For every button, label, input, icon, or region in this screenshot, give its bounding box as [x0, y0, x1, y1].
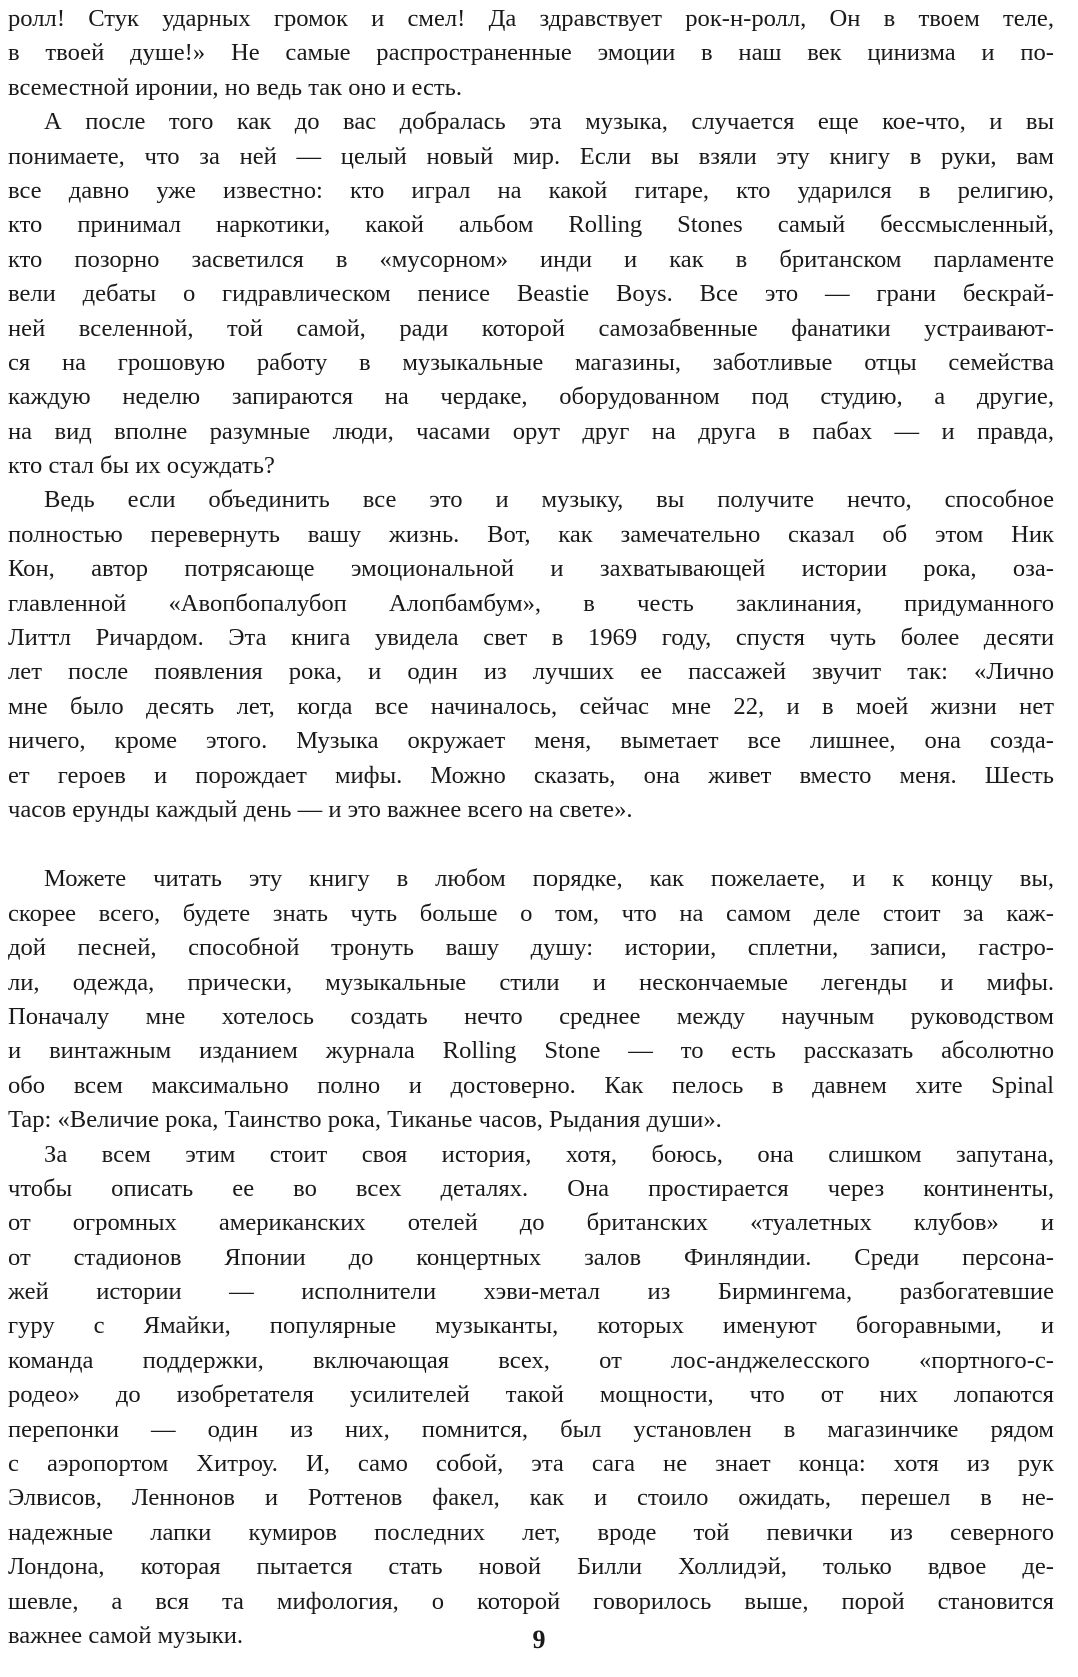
text-line: шевле, а вся та мифология, о которой говорилось выше, порой становится — [8, 1587, 1054, 1615]
paragraph — [8, 1138, 1054, 1654]
paragraph — [8, 862, 1054, 1137]
text-line: часов ерунды каждый день — и это важнее всего на свете». — [8, 795, 633, 823]
page-number: 9 — [532, 1625, 546, 1654]
text-line: ли, одежда, прически, музыкальные стили и нескончаемые легенды и мифы. — [8, 968, 1054, 996]
text-line: обо всем максимально полно и достоверно. Как пелось в давнем хите Spinal — [8, 1071, 1054, 1099]
text-line: всеместной иронии, но ведь так оно и есть. — [8, 73, 463, 101]
text-line: кто позорно засветился в «мусорном» инди и как в британском парламенте — [8, 245, 1054, 273]
text-line: в твоей душе!» Не самые распространенные эмоции в наш век цинизма и по- — [8, 39, 1054, 67]
text-line: ет героев и порождает мифы. Можно сказать, она живет вместо меня. Шесть — [8, 761, 1054, 789]
text-line: кто принимал наркотики, какой альбом Rolling Stones самый бессмысленный, — [8, 211, 1054, 239]
text-line: кто стал бы их осуждать? — [8, 452, 275, 480]
paragraph — [8, 2, 1054, 105]
section-gap — [8, 827, 1054, 862]
text-line: ничего, кроме этого. Музыка окружает меня, выметает все лишнее, она созда- — [8, 727, 1054, 755]
text-line: полностью перевернуть вашу жизнь. Вот, как замечательно сказал об этом Ник — [8, 520, 1054, 548]
text-line: Элвисов, Леннонов и Роттенов факел, как и стоило ожидать, перешел в не- — [8, 1484, 1054, 1512]
text-line: ней вселенной, той самой, ради которой самозабвенные фанатики устраивают- — [8, 314, 1054, 342]
text-line: каждую неделю запираются на чердаке, оборудованном под студию, а другие, — [8, 383, 1054, 411]
text-line: дой песней, способной тронуть вашу душу: истории, сплетни, записи, гастро- — [8, 934, 1054, 962]
text-line: надежные лапки кумиров последних лет, вроде той певички из северного — [8, 1518, 1054, 1546]
text-line: Литтл Ричардом. Эта книга увидела свет в 1969 году, спустя чуть более десяти — [8, 624, 1054, 652]
text-line: чтобы описать ее во всех деталях. Она простирается через континенты, — [8, 1174, 1054, 1202]
text-line: ся на грошовую работу в музыкальные магазины, заботливые отцы семейства — [8, 348, 1054, 376]
text-line: Можете читать эту книгу в любом порядке, как пожелаете, и к концу вы, — [44, 865, 1054, 893]
text-line: Кон, автор потрясающе эмоциональной и захватывающей истории рока, оза- — [8, 555, 1054, 583]
text-line: все давно уже известно: кто играл на какой гитаре, кто ударился в религию, — [8, 176, 1054, 204]
text-line: перепонки — один из них, помнится, был установлен в магазинчике рядом — [8, 1415, 1054, 1443]
text-line: мне было десять лет, когда все начиналось, сейчас мне 22, и в моей жизни нет — [8, 692, 1054, 720]
text-line: А после того как до вас добралась эта музыка, случается еще кое-что, и вы — [44, 108, 1054, 136]
paragraph — [8, 105, 1054, 483]
text-line: Поначалу мне хотелось создать нечто среднее между научным руководством — [8, 1002, 1054, 1030]
text-line: и винтажным изданием журнала Rolling Stone — то есть рассказать абсолютно — [8, 1037, 1054, 1065]
text-line: родео» до изобретателя усилителей такой мощности, что от них лопаются — [8, 1381, 1054, 1409]
text-line: Лондона, которая пытается стать новой Билли Холлидэй, только вдвое де- — [8, 1553, 1054, 1581]
text-line: Tap: «Величие рока, Таинство рока, Тиканье часов, Рыдания души». — [8, 1106, 722, 1134]
text-line: от стадионов Японии до концертных залов Финляндии. Среди персона- — [8, 1243, 1054, 1271]
text-line: лет после появления рока, и один из лучших ее пассажей звучит так: «Лично — [8, 658, 1054, 686]
text-line: главленной «Авопбопалубоп Алопбамбум», в честь заклинания, придуманного — [8, 589, 1054, 617]
page-body — [8, 2, 1054, 1653]
text-line: команда поддержки, включающая всех, от лос-анджелесского «портного-с- — [8, 1346, 1054, 1374]
text-line: гуру с Ямайки, популярные музыканты, которых именуют богоравными, и — [8, 1312, 1054, 1340]
text-line: на вид вполне разумные люди, часами орут друг на друга в пабах — и правда, — [8, 417, 1054, 445]
text-line: вели дебаты о гидравлическом пенисе Beastie Boys. Все это — грани бескрай- — [8, 280, 1054, 308]
text-line: ролл! Стук ударных громок и смел! Да здравствует рок-н-ролл, Он в твоем теле, — [8, 5, 1054, 32]
text-line: понимаете, что за ней — целый новый мир. Если вы взяли эту книгу в руки, вам — [8, 142, 1054, 170]
paragraph — [8, 483, 1054, 827]
text-line: Ведь если объединить все это и музыку, вы получите нечто, способное — [44, 486, 1054, 514]
text-line: скорее всего, будете знать чуть больше о том, что на самом деле стоит за каж- — [8, 899, 1054, 927]
text-line: важнее самой музыки. — [8, 1621, 243, 1649]
text-line: от огромных американских отелей до британских «туалетных клубов» и — [8, 1209, 1054, 1237]
text-line: За всем этим стоит своя история, хотя, боюсь, она слишком запутана, — [44, 1140, 1054, 1168]
text-line: с аэропортом Хитроу. И, само собой, эта сага не знает конца: хотя из рук — [8, 1450, 1054, 1478]
text-line: жей истории — исполнители хэви-метал из Бирмингема, разбогатевшие — [8, 1278, 1054, 1306]
